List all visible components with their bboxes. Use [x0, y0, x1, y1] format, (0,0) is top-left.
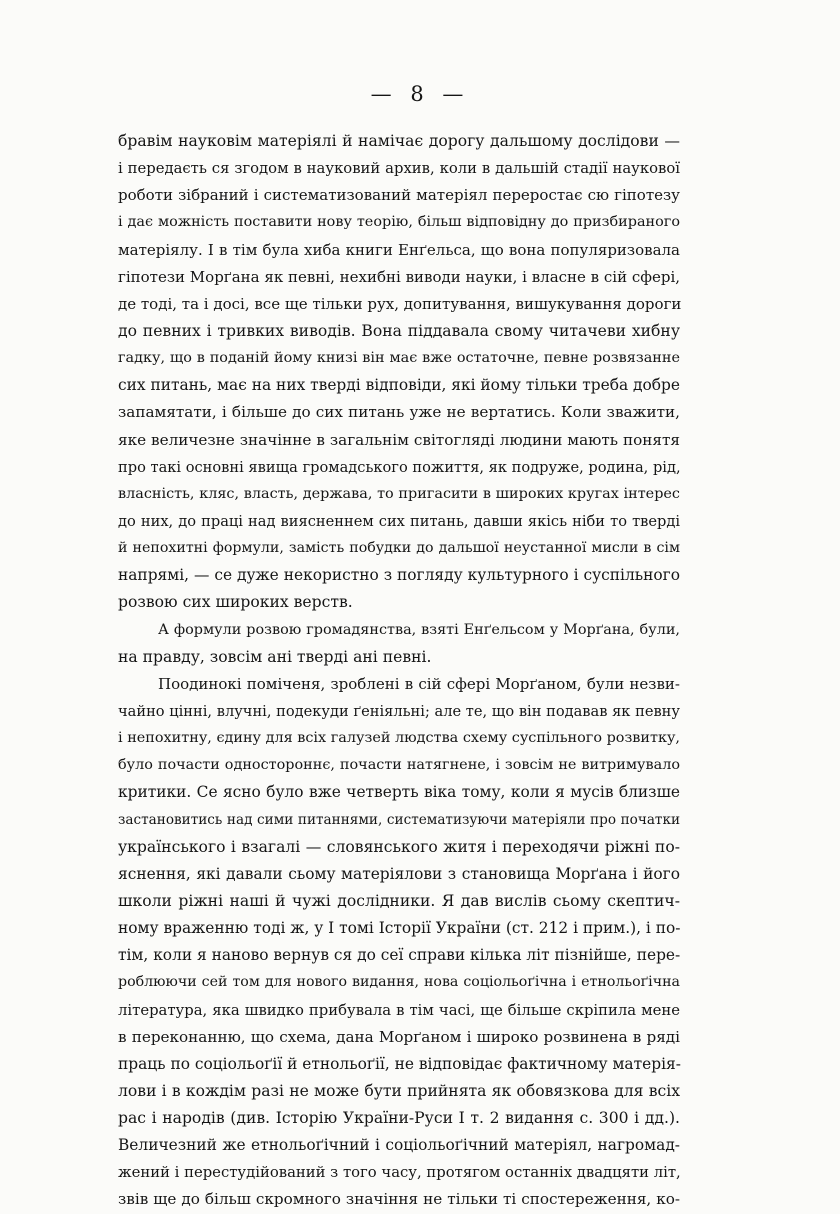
text-line: рас і народів (див. Історію України-Руси І т. 2 видання с. 300 і дд.). — [118, 1109, 680, 1128]
text-line: напрямі, — се дуже некористно з погляду культурного і суспільного — [118, 566, 680, 585]
text-line: гадку, що в поданій йому книзі він має вже остаточне, певне розвязанне — [118, 350, 680, 367]
text-line: в переконанню, що схема, дана Морґаном і широко розвинена в ряді — [118, 1027, 680, 1046]
text-line: яснення, які давали сьому матеріялови з становища Морґана і його — [118, 864, 680, 883]
text-line: Поодинокі поміченя, зроблені в сій сфері Морґаном, були незви- — [158, 674, 680, 693]
page-number: — 8 — — [370, 82, 470, 106]
text-line: література, яка швидко прибувала в тім часі, ще більше скріпила мене — [118, 1001, 680, 1019]
text-line: Величезний же етнольоґічний і соціольоґічний матеріял, нагромад- — [118, 1136, 680, 1155]
text-line: сих питань, має на них тверді відповіди, які йому тільки треба добре — [118, 376, 680, 395]
paragraph — [118, 671, 680, 1214]
text-line: гіпотези Морґана як певні, нехибні виводи науки, і власне в сій сфері, — [118, 267, 681, 286]
text-line: застановитись над сими питаннями, систематизуючи матеріяли про початки — [118, 811, 680, 828]
text-line: яке величезне значінне в загальнім світогляді людини мають понятя — [118, 430, 680, 449]
text-line: роблюючи сей том для нового видання, нова соціольоґічна і етнольоґічна — [118, 974, 680, 991]
text-line: і передаєть ся згодом в науковий архив, коли в дальшій стадії наукової — [118, 160, 680, 178]
text-line: й непохитні формули, замість побудки до дальшої неустанної мисли в сім — [118, 540, 680, 557]
text-line: запамятати, і більше до сих питань уже не вертатись. Коли зважити, — [118, 403, 680, 422]
text-line: на правду, зовсім ані тверді ані певні. — [118, 647, 432, 666]
paragraph — [118, 617, 680, 671]
text-line: власність, кляс, власть, держава, то пригасити в широких кругах інтерес — [118, 485, 680, 502]
text-line: про такі основні явища громадського пожиття, як подруже, родина, рід, — [118, 458, 681, 476]
text-line: тім, коли я наново вернув ся до сеї справи кілька літ пізнійше, пере- — [118, 946, 681, 965]
text-line: розвою сих широких верств. — [118, 593, 353, 612]
text-line: школи ріжні наші й чужі дослідники. Я дав вислів сьому скептич- — [118, 891, 680, 910]
text-line: ному враженню тоді ж, у І томі Історії України (ст. 212 і прим.), і по- — [118, 919, 681, 938]
paragraph — [118, 128, 680, 617]
text-line: до них, до праці над виясненнем сих питань, давши якісь ніби то тверді — [118, 512, 680, 530]
text-line: до певних і тривких виводів. Вона піддавала свому читачеви хибну — [118, 321, 680, 340]
text-line: українського і взагалі — словянського житя і переходячи ріжні по- — [118, 837, 680, 856]
text-line: праць по соціольоґії й етнольоґії, не відповідає фактичному матерія- — [118, 1054, 681, 1073]
text-line: звів ще до більш скромного значіння не тільки ті спостереження, ко- — [118, 1190, 680, 1209]
text-line: і непохитну, єдину для всіх галузей людства схему суспільного розвитку, — [118, 730, 680, 747]
text-line: жений і перестудійований з того часу, протягом останніх двадцяти літ, — [118, 1164, 681, 1182]
body-text — [118, 128, 680, 1214]
text-line: бравім науковім матеріялі й намічає дорогу дальшому дослідови — — [118, 132, 680, 150]
text-line: і дає можність поставити нову теорію, більш відповідну до призбираного — [118, 214, 680, 231]
text-line: роботи зібраний і систематизований матеріял переростає сю гіпотезу — [118, 186, 680, 205]
text-line: чайно цінні, влучні, подекуди ґеніяльні; але те, що він подавав як певну — [118, 702, 680, 720]
text-line: критики. Се ясно було вже четверть віка тому, коли я мусів близше — [118, 783, 680, 802]
text-line: А формули розвою громадянства, взяті Енґельсом у Морґана, були, — [158, 621, 680, 638]
text-line: матеріялу. І в тім була хиба книги Енґельса, що вона популяризовала — [118, 240, 680, 259]
text-line: було почасти одностороннє, почасти натягнене, і зовсім не витримувало — [118, 757, 680, 774]
text-line: де тоді, та і досі, все ще тільки рух, допитування, вишукування дороги — [118, 294, 682, 313]
text-line: лови і в кождім разі не може бути прийнята як обовязкова для всіх — [118, 1081, 680, 1100]
